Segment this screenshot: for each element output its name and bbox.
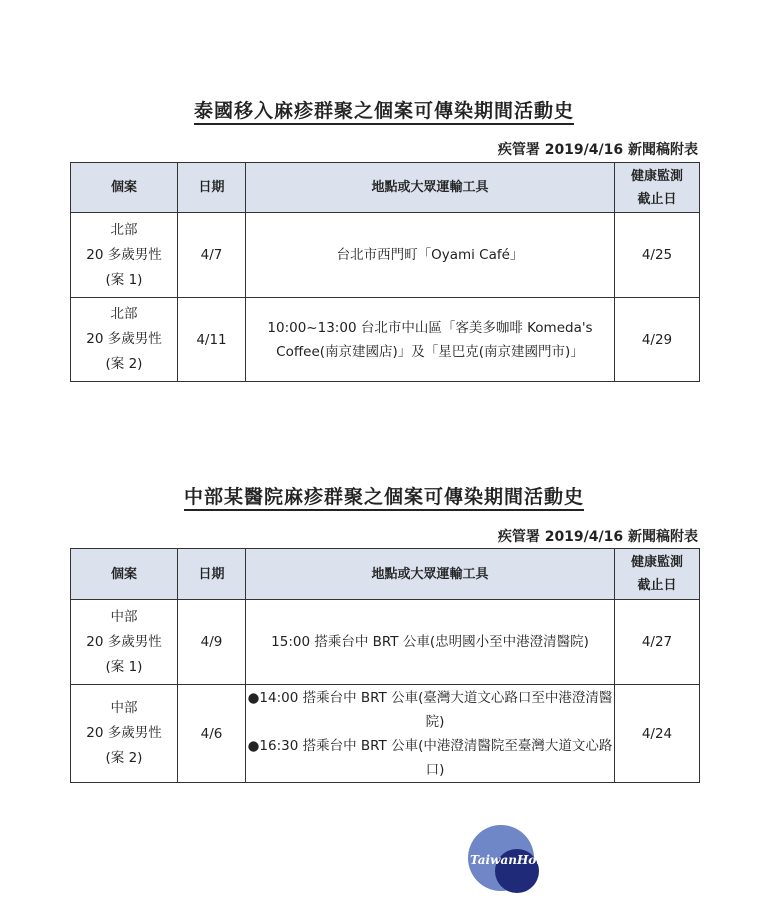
table-row [71,213,700,298]
case-cell: 北部 20 多歲男性 (案 2) [71,298,178,382]
end-date-cell: 4/24 [615,685,700,783]
section2-table [70,548,700,783]
section1-table [70,162,700,382]
header-health: 健康監測 截止日 [615,163,700,213]
date-cell: 4/9 [178,600,246,685]
section1-title: 泰國移入麻疹群聚之個案可傳染期間活動史 [0,96,768,123]
header-case: 個案 [71,163,178,213]
header-date: 日期 [178,163,246,213]
case-cell: 中部 20 多歲男性 (案 1) [71,600,178,685]
place-cell: 10:00~13:00 台北市中山區「客美多咖啡 Komeda's Coffee(南京建國店)」及「星巴克(南京建國門市)」 [246,298,615,382]
header-place: 地點或大眾運輸工具 [246,549,615,600]
date-cell: 4/11 [178,298,246,382]
header-date: 日期 [178,549,246,600]
list-item: ●16:30 搭乘台中 BRT 公車(中港澄清醫院至臺灣大道文心路口) [247,737,613,778]
table-row [71,298,700,382]
date-cell: 4/6 [178,685,246,783]
end-date-cell: 4/25 [615,213,700,298]
section2-title: 中部某醫院麻疹群聚之個案可傳染期間活動史 [0,482,768,509]
date-cell: 4/7 [178,213,246,298]
place-cell: 台北市西門町「Oyami Café」 [246,213,615,298]
case-cell: 北部 20 多歲男性 (案 1) [71,213,178,298]
end-date-cell: 4/29 [615,298,700,382]
logo-text: TaiwanHot [470,853,542,867]
header-place: 地點或大眾運輸工具 [246,163,615,213]
section2-source: 疾管署 2019/4/16 新聞稿附表 [497,529,698,545]
table-header-row [71,163,700,213]
table-header-row [71,549,700,600]
header-case: 個案 [71,549,178,600]
section1-source: 疾管署 2019/4/16 新聞稿附表 [497,142,698,158]
end-date-cell: 4/27 [615,600,700,685]
table-row [71,685,700,783]
place-cell: 15:00 搭乘台中 BRT 公車(忠明國小至中港澄清醫院) [246,600,615,685]
taiwanhot-logo [467,822,545,894]
header-health: 健康監測 截止日 [615,549,700,600]
place-cell [246,685,615,783]
table-row [71,600,700,685]
case-cell: 中部 20 多歲男性 (案 2) [71,685,178,783]
list-item: ●14:00 搭乘台中 BRT 公車(臺灣大道文心路口至中港澄清醫院) [247,689,613,730]
